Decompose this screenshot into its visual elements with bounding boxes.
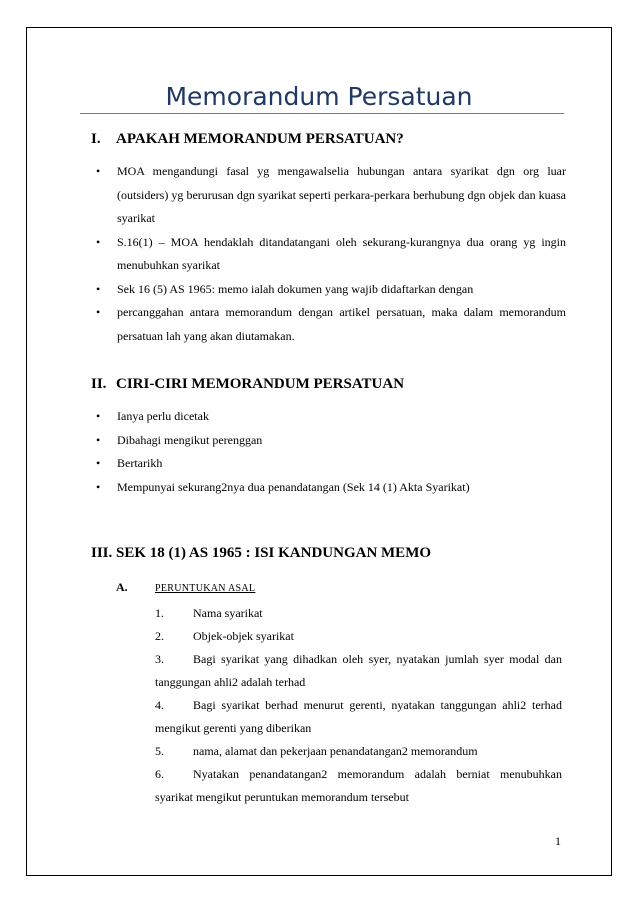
section-3-numbered-list	[155, 602, 562, 809]
section-1-heading	[91, 131, 404, 148]
section-2-number: II.	[91, 376, 107, 392]
list-item: 4. Bagi syarikat berhad menurut gerenti, nyatakan tanggungan ahli2 terhad mengikut gerenti yang diberikan	[155, 698, 562, 735]
section-2-title: CIRI-CIRI MEMORANDUM PERSATUAN	[116, 376, 405, 392]
list-item: • Sek 16 (5) AS 1965: memo ialah dokumen yang wajib didaftarkan dengan	[96, 281, 474, 296]
subsection-a-title: PERUNTUKAN ASAL	[155, 583, 256, 594]
list-item: • S.16(1) – MOA hendaklah ditandatangani oleh sekurang-kurangnya dua orang yg ingin menubuhkan syarikat	[96, 234, 566, 272]
list-item: 1. Nama syarikat	[155, 606, 263, 620]
title-underline	[80, 113, 564, 114]
list-item: • Mempunyai sekurang2nya dua penandatangan (Sek 14 (1) Akta Syarikat)	[96, 479, 470, 494]
page-number: 1	[555, 834, 561, 848]
list-item: • percanggahan antara memorandum dengan artikel persatuan, maka dalam memorandum persatuan lah yang akan diutamakan.	[96, 305, 566, 343]
section-2-heading	[91, 376, 404, 393]
list-item: • Ianya perlu dicetak	[96, 409, 209, 423]
list-item: 6. Nyatakan penandatangan2 memorandum adalah berniat menubuhkan syarikat mengikut peruntukan memorandum tersebut	[155, 767, 562, 804]
list-item: 3. Bagi syarikat yang dihadkan oleh syer, nyatakan jumlah syer modal dan tanggungan ahli2 adalah terhad	[155, 652, 562, 689]
list-item: • MOA mengandungi fasal yg mengawalselia hubungan antara syarikat dgn org luar (outsiders) yg berurusan dgn syarikat seperti perkara-perkara berhubung dgn objek dan kuasa syarikat	[96, 164, 566, 225]
list-item: • Dibahagi mengikut perenggan	[96, 432, 263, 447]
list-item: 2. Objek-objek syarikat	[155, 629, 294, 643]
list-item: • Bertarikh	[96, 456, 163, 470]
document-title: Memorandum Persatuan	[165, 82, 473, 111]
section-2-bullet-list	[96, 405, 566, 499]
list-item: 5. nama, alamat dan pekerjaan penandatangan2 memorandum	[155, 744, 478, 758]
subsection-a-letter: A.	[116, 580, 128, 594]
section-1-title: APAKAH MEMORANDUM PERSATUAN?	[116, 131, 404, 147]
section-1-number: I.	[91, 131, 101, 147]
section-3-number: III.	[91, 545, 113, 561]
section-3-title: SEK 18 (1) AS 1965 : ISI KANDUNGAN MEMO	[116, 545, 432, 561]
section-3-heading	[91, 545, 431, 562]
section-1-bullet-list	[96, 160, 566, 348]
subsection-a-heading	[116, 580, 255, 595]
